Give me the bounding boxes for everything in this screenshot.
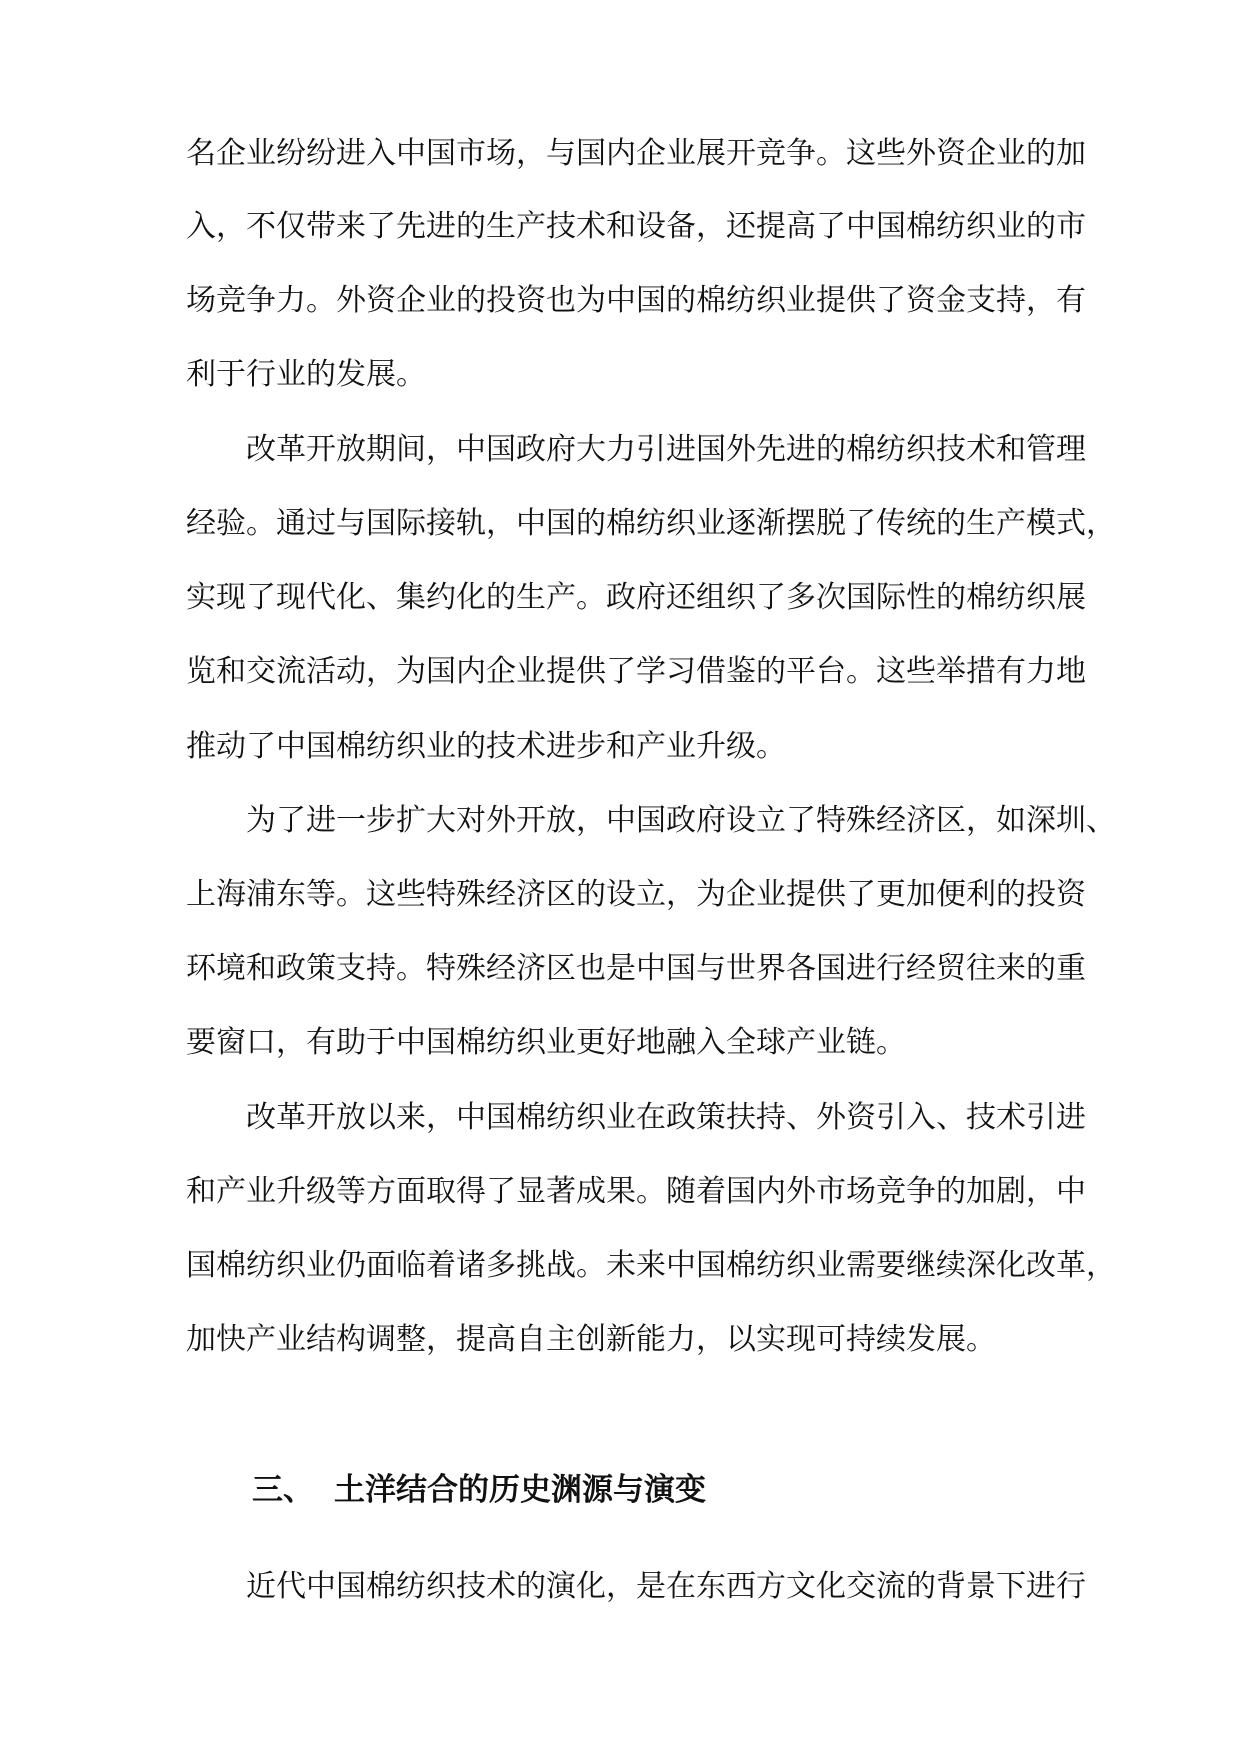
paragraph-3-line-3: 环境和政策支持。特殊经济区也是中国与世界各国进行经贸往来的重: [186, 951, 1086, 986]
section-heading-title: 土洋结合的历史渊源与演变: [334, 1472, 706, 1508]
paragraph-3-line-1: 为了进一步扩大对外开放，中国政府设立了特殊经济区，如深圳、: [246, 803, 1116, 838]
paragraph-4-line-1: 改革开放以来，中国棉纺织业在政策扶持、外资引入、技术引进: [246, 1100, 1086, 1135]
section-heading-number: 三、: [252, 1472, 314, 1508]
paragraph-1-line-4: 利于行业的发展。: [186, 357, 426, 392]
paragraph-1-line-3: 场竞争力。外资企业的投资也为中国的棉纺织业提供了资金支持，有: [186, 283, 1086, 318]
paragraph-4-line-4: 加快产业结构调整，提高自主创新能力，以实现可持续发展。: [186, 1322, 996, 1357]
paragraph-2-line-5: 推动了中国棉纺织业的技术进步和产业升级。: [186, 729, 786, 764]
paragraph-2-line-1: 改革开放期间，中国政府大力引进国外先进的棉纺织技术和管理: [246, 432, 1086, 467]
section-heading: [252, 1470, 706, 1510]
paragraph-2-line-2: 经验。通过与国际接轨，中国的棉纺织业逐渐摆脱了传统的生产模式，: [186, 506, 1116, 541]
final-paragraph-line-1: 近代中国棉纺织技术的演化，是在东西方文化交流的背景下进行: [246, 1569, 1086, 1604]
paragraph-3-line-4: 要窗口，有助于中国棉纺织业更好地融入全球产业链。: [186, 1025, 906, 1060]
paragraph-3-line-2: 上海浦东等。这些特殊经济区的设立，为企业提供了更加便利的投资: [186, 877, 1086, 912]
paragraph-4-line-3: 国棉纺织业仍面临着诸多挑战。未来中国棉纺织业需要继续深化改革，: [186, 1248, 1116, 1283]
paragraph-1-line-2: 入，不仅带来了先进的生产技术和设备，还提高了中国棉纺织业的市: [186, 209, 1086, 244]
paragraph-1-line-1: 名企业纷纷进入中国市场，与国内企业展开竞争。这些外资企业的加: [186, 136, 1086, 171]
paragraph-4-line-2: 和产业升级等方面取得了显著成果。随着国内外市场竞争的加剧，中: [186, 1174, 1086, 1209]
paragraph-2-line-4: 览和交流活动，为国内企业提供了学习借鉴的平台。这些举措有力地: [186, 654, 1086, 689]
paragraph-2-line-3: 实现了现代化、集约化的生产。政府还组织了多次国际性的棉纺织展: [186, 580, 1086, 615]
